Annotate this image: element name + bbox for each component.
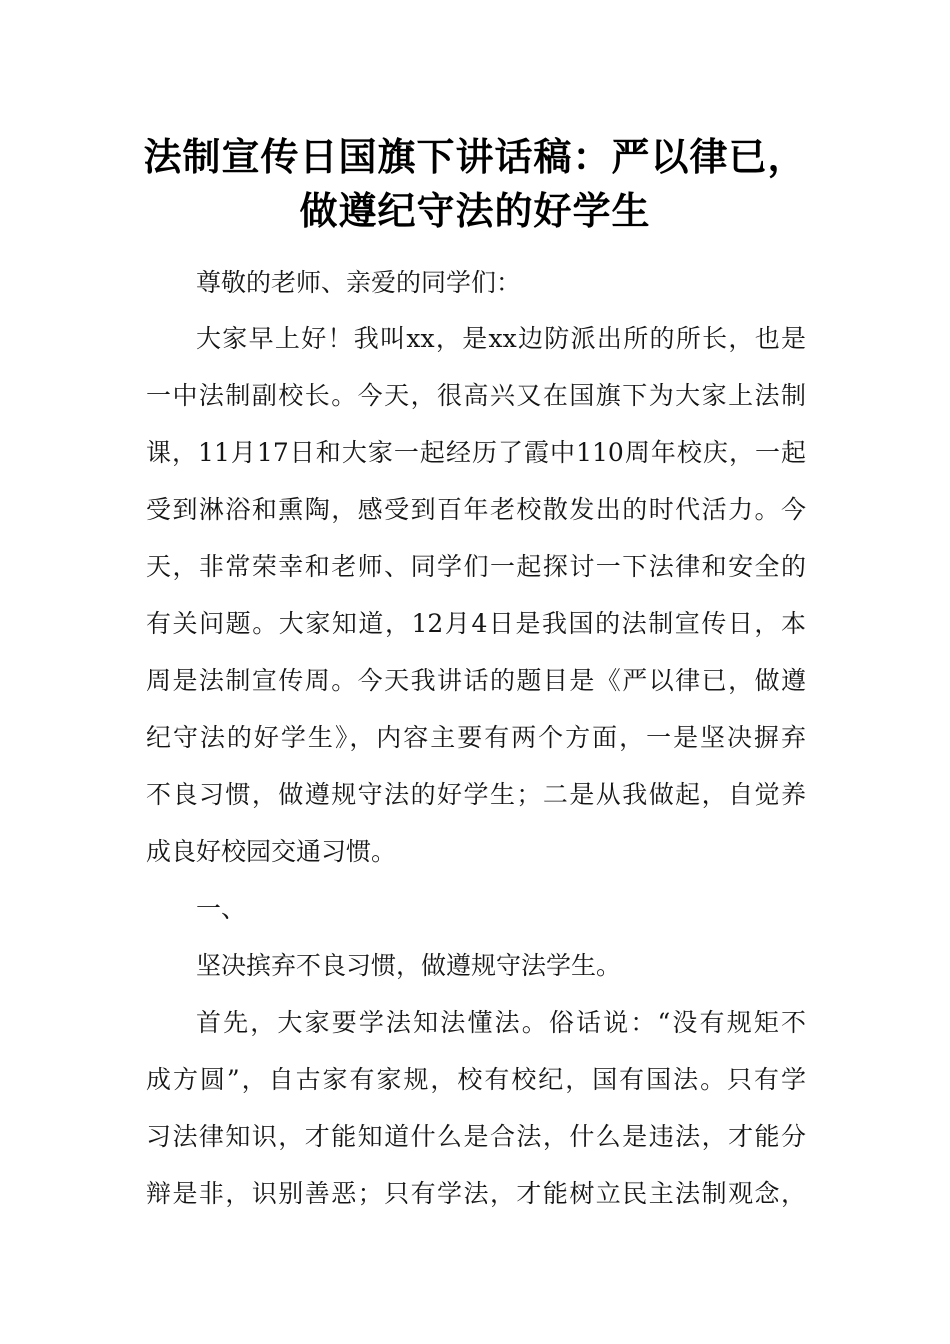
paragraph-line: 首先，大家要学法知法懂法。俗话说：“没有规矩不 (196, 1008, 806, 1037)
paragraph-line: 有关问题。大家知道，12月4日是我国的法制宣传日，本 (146, 609, 806, 638)
document-title-line-2: 做遵纪守法的好学生 (299, 188, 651, 233)
paragraph-line: 辩是非，识别善恶；只有学法，才能树立民主法制观念， (146, 1179, 806, 1208)
paragraph-line: 成良好校园交通习惯。 (146, 837, 397, 866)
paragraph-line: 受到淋浴和熏陶，感受到百年老校散发出的时代活力。今 (146, 495, 806, 524)
section-number: 一、 (196, 894, 247, 923)
paragraph-line: 成方圆”，自古家有家规，校有校纪，国有国法。只有学 (146, 1065, 806, 1094)
section-heading: 坚决摈弃不良习惯，做遵规守法学生。 (196, 951, 622, 980)
paragraph-line: 周是法制宣传周。今天我讲话的题目是《严以律已，做遵 (146, 666, 806, 695)
salutation: 尊敬的老师、亲爱的同学们： (196, 268, 522, 297)
paragraph-line: 天，非常荣幸和老师、同学们一起探讨一下法律和安全的 (146, 552, 806, 581)
paragraph-line: 一中法制副校长。今天，很高兴又在国旗下为大家上法制 (146, 381, 806, 410)
paragraph-line: 大家早上好！我叫xx，是xx边防派出所的所长，也是 (196, 324, 806, 353)
paragraph-line: 纪守法的好学生》，内容主要有两个方面，一是坚决摒弃 (146, 723, 806, 752)
paragraph-line: 课，11月17日和大家一起经历了霞中110周年校庆，一起 (146, 438, 806, 467)
paragraph-line: 习法律知识，才能知道什么是合法，什么是违法，才能分 (146, 1122, 806, 1151)
document-title-line-1: 法制宣传日国旗下讲话稿：严以律已， (143, 134, 807, 179)
paragraph-line: 不良习惯，做遵规守法的好学生；二是从我做起，自觉养 (146, 780, 806, 809)
